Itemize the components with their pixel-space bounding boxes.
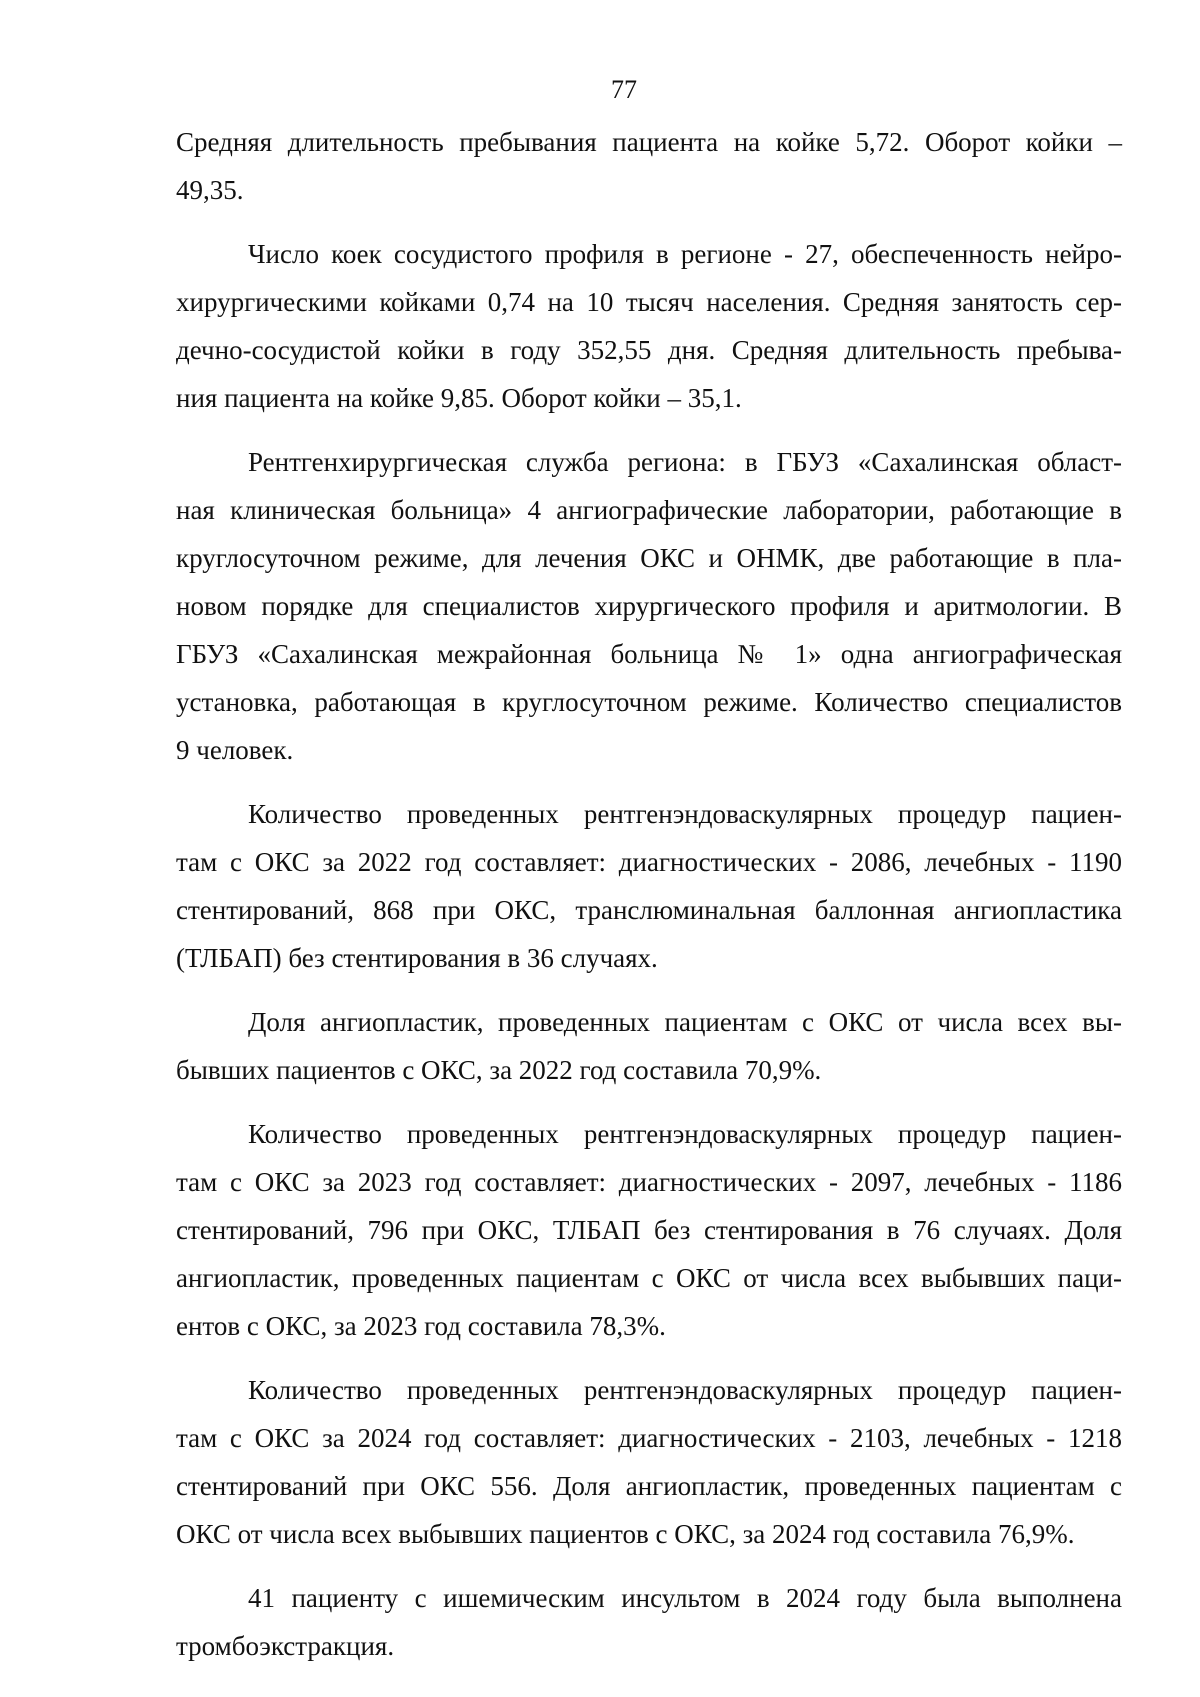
paragraph (176, 1574, 1122, 1670)
text-line: там с ОКС за 2022 год составляет: диагностических - 2086, лечебных - 1190 (176, 847, 1122, 877)
document-body (176, 118, 1122, 1670)
paragraph (176, 790, 1122, 982)
text-line: стентирований, 796 при ОКС, ТЛБАП без стентирования в 76 случаях. Доля (176, 1215, 1122, 1245)
text-line: ОКС от числа всех выбывших пациентов с ОКС, за 2024 год составила 76,9%. (176, 1519, 1075, 1549)
text-line: установка, работающая в круглосуточном режиме. Количество специалистов (176, 687, 1122, 717)
text-line: Количество проведенных рентгенэндоваскулярных процедур пациен- (248, 1119, 1122, 1149)
text-line: ГБУЗ «Сахалинская межрайонная больница № 1» одна ангиографическая (176, 639, 1122, 669)
text-line: 41 пациенту с ишемическим инсультом в 2024 году была выполнена (248, 1583, 1122, 1613)
text-line: бывших пациентов с ОКС, за 2022 год составила 70,9%. (176, 1055, 822, 1085)
text-line: новом порядке для специалистов хирургического профиля и аритмологии. В (176, 591, 1122, 621)
text-line: Средняя длительность пребывания пациента на койке 5,72. Оборот койки – (176, 127, 1122, 157)
paragraph (176, 998, 1122, 1094)
paragraph (176, 438, 1122, 774)
text-line: Количество проведенных рентгенэндоваскулярных процедур пациен- (248, 1375, 1122, 1405)
text-line: ния пациента на койке 9,85. Оборот койки – 35,1. (176, 383, 742, 413)
text-line: ная клиническая больница» 4 ангиографические лаборатории, работающие в (176, 495, 1122, 525)
text-line: круглосуточном режиме, для лечения ОКС и ОНМК, две работающие в пла- (176, 543, 1122, 573)
paragraph (176, 230, 1122, 422)
text-line: дечно-сосудистой койки в году 352,55 дня. Средняя длительность пребыва- (176, 335, 1122, 365)
text-line: тромбоэкстракция. (176, 1631, 395, 1661)
text-line: хирургическими койками 0,74 на 10 тысяч населения. Средняя занятость сер- (176, 287, 1122, 317)
text-line: стентирований, 868 при ОКС, транслюминальная баллонная ангиопластика (176, 895, 1122, 925)
text-line: (ТЛБАП) без стентирования в 36 случаях. (176, 943, 658, 973)
page-number: 77 (611, 75, 637, 104)
text-line: стентирований при ОКС 556. Доля ангиопластик, проведенных пациентам с (176, 1471, 1122, 1501)
text-line: Число коек сосудистого профиля в регионе - 27, обеспеченность нейро- (248, 239, 1122, 269)
text-line: ентов с ОКС, за 2023 год составила 78,3%. (176, 1311, 666, 1341)
paragraph (176, 118, 1122, 214)
text-line: Доля ангиопластик, проведенных пациентам с ОКС от числа всех вы- (248, 1007, 1122, 1037)
text-line: там с ОКС за 2024 год составляет: диагностических - 2103, лечебных - 1218 (176, 1423, 1122, 1453)
paragraph (176, 1110, 1122, 1350)
text-line: ангиопластик, проведенных пациентам с ОКС от числа всех выбывших паци- (176, 1263, 1122, 1293)
text-line: 9 человек. (176, 735, 294, 765)
text-line: Рентгенхирургическая служба региона: в ГБУЗ «Сахалинская област- (248, 447, 1122, 477)
paragraph (176, 1366, 1122, 1558)
text-line: 49,35. (176, 175, 244, 205)
text-line: Количество проведенных рентгенэндоваскулярных процедур пациен- (248, 799, 1122, 829)
text-line: там с ОКС за 2023 год составляет: диагностических - 2097, лечебных - 1186 (176, 1167, 1122, 1197)
